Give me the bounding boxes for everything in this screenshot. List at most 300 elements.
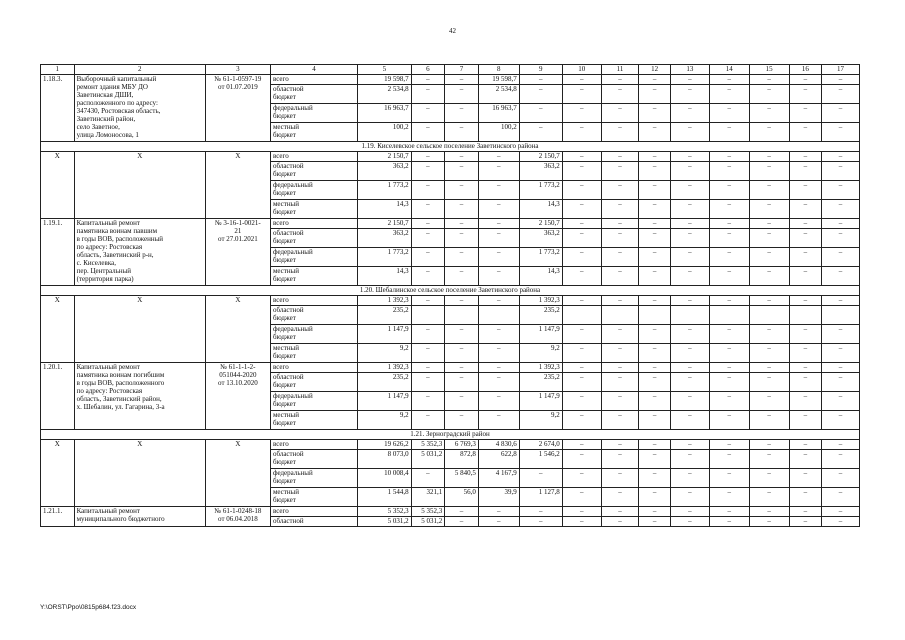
value-cell: 100,2 — [478, 123, 519, 142]
footer-file-path: Y:\ORST\Ppo\0815p684.f23.docx — [40, 604, 137, 611]
value-cell: – — [639, 373, 670, 392]
value-cell: – — [639, 85, 670, 104]
value-cell: – — [709, 200, 749, 219]
value-cell: 56,0 — [445, 488, 479, 507]
value-cell: – — [789, 363, 822, 373]
value-cell: – — [670, 200, 709, 219]
object-name: Капитальный ремонт памятника воинам погибшим в годы ВОВ, расположенного по адресу: Ростовская область, Заветинский район, х. Шебалин, ул. Гагарина, 3-а — [74, 363, 205, 430]
value-cell: – — [789, 325, 822, 344]
value-cell: – — [562, 104, 601, 123]
value-cell: – — [709, 152, 749, 162]
column-number-header: 12 — [639, 65, 670, 75]
value-cell: 19 598,7 — [478, 75, 519, 85]
value-cell: – — [411, 296, 445, 306]
value-cell: 363,2 — [358, 162, 412, 181]
value-cell: – — [478, 200, 519, 219]
document-number: № 61-1-0597-19 от 01.07.2019 — [205, 75, 270, 142]
value-cell: – — [709, 450, 749, 469]
value-cell: – — [789, 440, 822, 450]
value-cell: 5 352,3 — [358, 507, 412, 517]
value-cell: – — [562, 85, 601, 104]
value-cell: – — [562, 75, 601, 85]
value-cell: – — [709, 373, 749, 392]
value-cell: – — [601, 181, 639, 200]
value-cell: – — [519, 469, 562, 488]
value-cell: – — [562, 152, 601, 162]
value-cell: – — [445, 325, 479, 344]
funding-type: областной бюджет — [270, 162, 357, 181]
funding-row — [41, 440, 860, 450]
value-cell: – — [445, 123, 479, 142]
column-number-header: 16 — [789, 65, 822, 75]
value-cell: 1 773,2 — [358, 248, 412, 267]
value-cell: – — [749, 373, 789, 392]
value-cell: – — [639, 219, 670, 229]
value-cell: – — [670, 219, 709, 229]
value-cell: – — [670, 488, 709, 507]
value-cell: – — [639, 162, 670, 181]
section-title: 1.19. Киселевское сельское поселение Заветинского района — [41, 142, 860, 152]
value-cell: 1 773,2 — [519, 248, 562, 267]
value-cell: – — [749, 75, 789, 85]
value-cell — [789, 306, 822, 325]
value-cell: – — [601, 200, 639, 219]
value-cell: – — [562, 469, 601, 488]
value-cell: – — [789, 75, 822, 85]
value-cell: – — [749, 488, 789, 507]
value-cell: – — [709, 75, 749, 85]
value-cell: – — [670, 450, 709, 469]
column-number-header: 8 — [478, 65, 519, 75]
value-cell: 39,9 — [478, 488, 519, 507]
value-cell: – — [749, 440, 789, 450]
value-cell: – — [789, 344, 822, 363]
value-cell: 235,2 — [519, 306, 562, 325]
value-cell: – — [601, 507, 639, 517]
row-code: 1.19.1. — [41, 219, 75, 286]
value-cell: 9,2 — [519, 344, 562, 363]
value-cell: – — [749, 450, 789, 469]
value-cell: – — [411, 162, 445, 181]
value-cell: 4 830,6 — [478, 440, 519, 450]
value-cell: – — [601, 296, 639, 306]
value-cell: 2 150,7 — [519, 219, 562, 229]
value-cell: – — [822, 325, 860, 344]
row-code: X — [41, 152, 75, 219]
value-cell: – — [709, 469, 749, 488]
value-cell: – — [562, 450, 601, 469]
value-cell: – — [411, 200, 445, 219]
value-cell: – — [709, 344, 749, 363]
value-cell: 1 147,9 — [519, 325, 562, 344]
value-cell: – — [445, 296, 479, 306]
value-cell: – — [749, 411, 789, 430]
value-cell: – — [709, 229, 749, 248]
funding-type: всего — [270, 440, 357, 450]
column-number-header: 11 — [601, 65, 639, 75]
value-cell: – — [822, 344, 860, 363]
value-cell: 235,2 — [358, 373, 412, 392]
value-cell: – — [411, 75, 445, 85]
value-cell: – — [749, 517, 789, 527]
object-name: X — [74, 296, 205, 363]
value-cell: 2 150,7 — [358, 152, 412, 162]
value-cell: – — [601, 450, 639, 469]
value-cell: – — [601, 517, 639, 527]
value-cell: – — [639, 344, 670, 363]
value-cell: – — [562, 440, 601, 450]
value-cell: 2 674,0 — [519, 440, 562, 450]
value-cell: – — [519, 75, 562, 85]
value-cell: – — [670, 344, 709, 363]
value-cell: 14,3 — [358, 200, 412, 219]
value-cell: – — [601, 411, 639, 430]
section-row — [41, 430, 860, 440]
value-cell: – — [411, 344, 445, 363]
value-cell: 1 127,8 — [519, 488, 562, 507]
value-cell: – — [639, 296, 670, 306]
value-cell: – — [822, 248, 860, 267]
column-number-header: 17 — [822, 65, 860, 75]
column-number-header: 4 — [270, 65, 357, 75]
value-cell: – — [445, 152, 479, 162]
funding-type: всего — [270, 219, 357, 229]
column-number-header: 1 — [41, 65, 75, 75]
value-cell: – — [601, 440, 639, 450]
funding-type: областной бюджет — [270, 85, 357, 104]
value-cell: – — [639, 248, 670, 267]
value-cell: – — [822, 363, 860, 373]
value-cell: – — [639, 517, 670, 527]
value-cell: 2 534,8 — [358, 85, 412, 104]
value-cell: – — [749, 181, 789, 200]
value-cell: 100,2 — [358, 123, 412, 142]
funding-type: местный бюджет — [270, 200, 357, 219]
value-cell: – — [562, 344, 601, 363]
value-cell: – — [562, 267, 601, 286]
value-cell: – — [445, 219, 479, 229]
value-cell: – — [670, 325, 709, 344]
value-cell: – — [562, 123, 601, 142]
document-number: X — [205, 152, 270, 219]
funding-type: областной бюджет — [270, 450, 357, 469]
value-cell: – — [789, 219, 822, 229]
value-cell: – — [789, 507, 822, 517]
value-cell: 1 773,2 — [358, 181, 412, 200]
value-cell: 1 544,8 — [358, 488, 412, 507]
value-cell: – — [709, 392, 749, 411]
value-cell: – — [822, 229, 860, 248]
value-cell: – — [749, 219, 789, 229]
value-cell: – — [445, 517, 479, 527]
value-cell: – — [822, 85, 860, 104]
value-cell: – — [670, 123, 709, 142]
value-cell: – — [749, 152, 789, 162]
value-cell: – — [789, 152, 822, 162]
value-cell: – — [601, 75, 639, 85]
value-cell — [822, 306, 860, 325]
value-cell: – — [749, 229, 789, 248]
funding-type: областной бюджет — [270, 229, 357, 248]
value-cell: – — [709, 248, 749, 267]
value-cell: 1 147,9 — [358, 325, 412, 344]
funding-type: федеральный бюджет — [270, 392, 357, 411]
value-cell: – — [822, 450, 860, 469]
value-cell: – — [445, 248, 479, 267]
value-cell: – — [445, 344, 479, 363]
value-cell: 16 963,7 — [358, 104, 412, 123]
value-cell: – — [519, 123, 562, 142]
value-cell: – — [562, 200, 601, 219]
value-cell: – — [519, 517, 562, 527]
value-cell: – — [562, 363, 601, 373]
value-cell: – — [411, 373, 445, 392]
value-cell: – — [411, 219, 445, 229]
value-cell: – — [411, 411, 445, 430]
funding-row — [41, 75, 860, 85]
value-cell: – — [562, 248, 601, 267]
value-cell: 1 392,3 — [519, 363, 562, 373]
value-cell: – — [709, 363, 749, 373]
column-number-header: 5 — [358, 65, 412, 75]
funding-type: всего — [270, 363, 357, 373]
value-cell: – — [601, 392, 639, 411]
value-cell: – — [562, 325, 601, 344]
value-cell: – — [639, 123, 670, 142]
value-cell: – — [519, 104, 562, 123]
column-number-header: 15 — [749, 65, 789, 75]
value-cell: – — [639, 488, 670, 507]
value-cell: – — [445, 104, 479, 123]
value-cell: 321,1 — [411, 488, 445, 507]
section-row — [41, 286, 860, 296]
value-cell — [411, 306, 445, 325]
value-cell: – — [749, 85, 789, 104]
value-cell: – — [639, 363, 670, 373]
value-cell: – — [478, 267, 519, 286]
value-cell: – — [562, 219, 601, 229]
document-number: № 61-1-1-2- 051044-2020 от 13.10.2020 — [205, 363, 270, 430]
value-cell: – — [478, 325, 519, 344]
value-cell: – — [639, 450, 670, 469]
value-cell: – — [478, 517, 519, 527]
value-cell: – — [519, 85, 562, 104]
value-cell: – — [749, 469, 789, 488]
column-number-row — [41, 65, 860, 75]
value-cell: 9,2 — [358, 344, 412, 363]
value-cell: – — [709, 488, 749, 507]
value-cell: 19 598,7 — [358, 75, 412, 85]
value-cell: – — [670, 162, 709, 181]
funding-type: федеральный бюджет — [270, 469, 357, 488]
document-number: X — [205, 296, 270, 363]
value-cell: – — [709, 123, 749, 142]
value-cell: – — [822, 469, 860, 488]
value-cell: – — [562, 517, 601, 527]
value-cell: – — [822, 440, 860, 450]
value-cell: – — [670, 517, 709, 527]
funding-type: областной бюджет — [270, 373, 357, 392]
document-number: № 3-16-1-0021- 21 от 27.01.2021 — [205, 219, 270, 286]
value-cell: – — [749, 363, 789, 373]
column-number-header: 14 — [709, 65, 749, 75]
value-cell: – — [709, 162, 749, 181]
value-cell: – — [789, 373, 822, 392]
value-cell: 1 147,9 — [358, 392, 412, 411]
value-cell: – — [601, 267, 639, 286]
funding-type: всего — [270, 152, 357, 162]
value-cell: – — [789, 267, 822, 286]
value-cell: 1 147,9 — [519, 392, 562, 411]
value-cell: – — [445, 75, 479, 85]
value-cell: 4 167,9 — [478, 469, 519, 488]
value-cell: – — [789, 296, 822, 306]
value-cell: 872,8 — [445, 450, 479, 469]
value-cell: – — [601, 162, 639, 181]
value-cell: – — [445, 392, 479, 411]
value-cell: – — [478, 507, 519, 517]
value-cell: – — [670, 440, 709, 450]
value-cell — [478, 306, 519, 325]
value-cell: – — [411, 181, 445, 200]
value-cell: 5 352,3 — [411, 507, 445, 517]
value-cell: – — [822, 181, 860, 200]
value-cell: – — [445, 267, 479, 286]
value-cell — [445, 306, 479, 325]
section-title: 1.21. Зерноградский район — [41, 430, 860, 440]
value-cell: – — [709, 440, 749, 450]
value-cell: – — [789, 450, 822, 469]
value-cell: – — [478, 229, 519, 248]
section-title: 1.20. Шебалинское сельское поселение Заветинского района — [41, 286, 860, 296]
value-cell: – — [639, 200, 670, 219]
value-cell: – — [411, 123, 445, 142]
funding-row — [41, 507, 860, 517]
value-cell: 363,2 — [358, 229, 412, 248]
value-cell: – — [822, 152, 860, 162]
value-cell: – — [478, 392, 519, 411]
value-cell: – — [639, 229, 670, 248]
value-cell: – — [639, 507, 670, 517]
value-cell: – — [670, 296, 709, 306]
value-cell: – — [478, 181, 519, 200]
value-cell: – — [445, 507, 479, 517]
value-cell: – — [749, 507, 789, 517]
funding-type: федеральный бюджет — [270, 104, 357, 123]
value-cell: – — [519, 507, 562, 517]
value-cell: – — [411, 229, 445, 248]
value-cell: – — [709, 411, 749, 430]
value-cell: 9,2 — [358, 411, 412, 430]
row-code: X — [41, 440, 75, 507]
value-cell: – — [639, 267, 670, 286]
value-cell: 14,3 — [519, 267, 562, 286]
value-cell: 2 150,7 — [358, 219, 412, 229]
value-cell: – — [670, 181, 709, 200]
page-number: 42 — [449, 27, 456, 35]
value-cell: – — [822, 517, 860, 527]
value-cell: – — [709, 219, 749, 229]
value-cell: – — [789, 248, 822, 267]
value-cell: – — [478, 152, 519, 162]
value-cell: – — [709, 267, 749, 286]
value-cell: – — [411, 392, 445, 411]
value-cell: – — [789, 104, 822, 123]
value-cell: – — [789, 488, 822, 507]
value-cell: – — [749, 248, 789, 267]
funding-row — [41, 152, 860, 162]
value-cell: – — [822, 75, 860, 85]
value-cell: 235,2 — [519, 373, 562, 392]
value-cell: – — [670, 248, 709, 267]
value-cell: – — [478, 344, 519, 363]
column-number-header: 13 — [670, 65, 709, 75]
value-cell: – — [478, 363, 519, 373]
funding-type: местный бюджет — [270, 267, 357, 286]
value-cell: – — [749, 267, 789, 286]
value-cell: – — [822, 411, 860, 430]
value-cell: – — [749, 104, 789, 123]
value-cell: – — [822, 200, 860, 219]
object-name: Капитальный ремонт муниципального бюджетного — [74, 507, 205, 527]
value-cell: – — [562, 181, 601, 200]
value-cell: – — [789, 469, 822, 488]
value-cell: – — [562, 229, 601, 248]
value-cell: – — [445, 181, 479, 200]
value-cell: – — [749, 392, 789, 411]
funding-type: местный бюджет — [270, 488, 357, 507]
value-cell: – — [562, 373, 601, 392]
value-cell: – — [639, 181, 670, 200]
value-cell: 1 773,2 — [519, 181, 562, 200]
value-cell: – — [670, 75, 709, 85]
value-cell: 8 073,0 — [358, 450, 412, 469]
value-cell: – — [601, 469, 639, 488]
value-cell: – — [670, 363, 709, 373]
value-cell: – — [601, 152, 639, 162]
funding-type: местный бюджет — [270, 123, 357, 142]
object-name: Выборочный капитальный ремонт здания МБУ ДО Заветинская ДШИ, расположенного по адресу: 347430, Ростовская область, Заветинский район, село Заветное, улица Ломоносова, 1 — [74, 75, 205, 142]
value-cell: 16 963,7 — [478, 104, 519, 123]
value-cell: 5 352,3 — [411, 440, 445, 450]
value-cell: – — [822, 373, 860, 392]
value-cell: – — [789, 181, 822, 200]
value-cell: – — [478, 162, 519, 181]
value-cell: – — [562, 296, 601, 306]
value-cell: – — [601, 363, 639, 373]
value-cell: – — [709, 296, 749, 306]
value-cell: – — [709, 507, 749, 517]
value-cell: – — [601, 104, 639, 123]
value-cell: – — [749, 296, 789, 306]
value-cell: – — [670, 469, 709, 488]
value-cell: – — [411, 325, 445, 344]
value-cell: – — [478, 219, 519, 229]
funding-type: федеральный бюджет — [270, 325, 357, 344]
value-cell: – — [601, 248, 639, 267]
value-cell: – — [478, 411, 519, 430]
value-cell: 5 031,2 — [411, 450, 445, 469]
value-cell: 1 392,3 — [519, 296, 562, 306]
value-cell: – — [709, 517, 749, 527]
row-code: 1.21.1. — [41, 507, 75, 527]
value-cell — [749, 306, 789, 325]
value-cell: – — [639, 152, 670, 162]
row-code: 1.18.3. — [41, 75, 75, 142]
value-cell: – — [789, 123, 822, 142]
value-cell: – — [789, 200, 822, 219]
value-cell: – — [445, 162, 479, 181]
